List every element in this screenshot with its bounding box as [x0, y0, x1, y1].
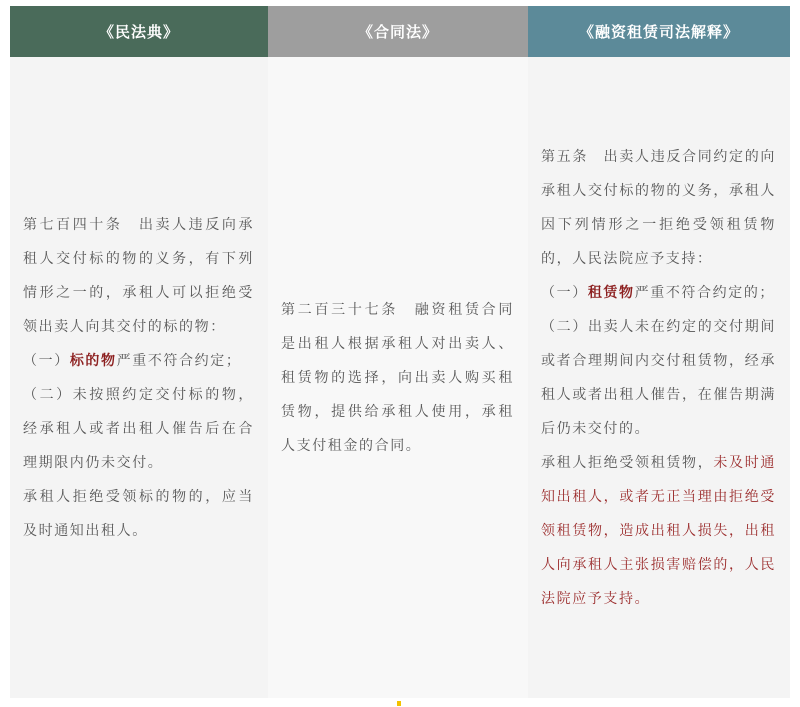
interp-item-one — [541, 276, 776, 310]
civil-item-one-prefix: （一） — [23, 352, 70, 369]
interp-item-one-prefix: （一） — [541, 284, 588, 301]
civil-item-one — [23, 344, 254, 378]
comparison-table — [10, 6, 790, 698]
civil-notice-text: 承租人拒绝受领标的物的，应当及时通知出租人。 — [23, 488, 254, 539]
table-header — [10, 6, 790, 57]
interp-notice-text — [541, 446, 776, 616]
interp-item-one-highlight: 租赁物 — [587, 284, 635, 301]
civil-item-one-highlight: 标的物 — [69, 352, 117, 369]
civil-article-text: 第七百四十条 出卖人违反向承租人交付标的物的义务，有下列情形之一的，承租人可以拒绝受领出卖人向其交付的标的物： — [23, 216, 254, 335]
decorative-dot — [397, 701, 401, 706]
column-leasing-interpretation — [528, 57, 790, 698]
column-civil-code — [10, 57, 268, 698]
interp-notice-red: 未及时通知出租人，或者无正当理由拒绝受领租赁物，造成出租人损失，出租人向承租人主张损害赔偿的，人民法院应予支持。 — [541, 454, 776, 607]
contract-article-text: 第二百三十七条 融资租赁合同是出租人根据承租人对出卖人、租赁物的选择，向出卖人购买租赁物，提供给承租人使用，承租人支付租金的合同。 — [281, 301, 514, 454]
civil-item-one-rest: 严重不符合约定； — [116, 352, 242, 369]
column-contract-law — [268, 57, 528, 698]
interp-notice-plain: 承租人拒绝受领租赁物， — [541, 454, 714, 471]
interp-item-one-rest: 严重不符合约定的； — [634, 284, 776, 301]
header-leasing-interpretation: 《融资租赁司法解释》 — [528, 6, 790, 57]
civil-item-two: （二）未按照约定交付标的物，经承租人或者出租人催告后在合理期限内仍未交付。 — [23, 386, 254, 471]
table-body — [10, 57, 790, 698]
interp-item-two: （二）出卖人未在约定的交付期间或者合理期间内交付租赁物，经承租人或者出租人催告，在催告期满后仍未交付的。 — [541, 318, 776, 437]
interp-article-text: 第五条 出卖人违反合同约定的向承租人交付标的物的义务，承租人因下列情形之一拒绝受领租赁物的，人民法院应予支持： — [541, 148, 776, 267]
header-civil-code: 《民法典》 — [10, 6, 268, 57]
header-contract-law: 《合同法》 — [268, 6, 528, 57]
